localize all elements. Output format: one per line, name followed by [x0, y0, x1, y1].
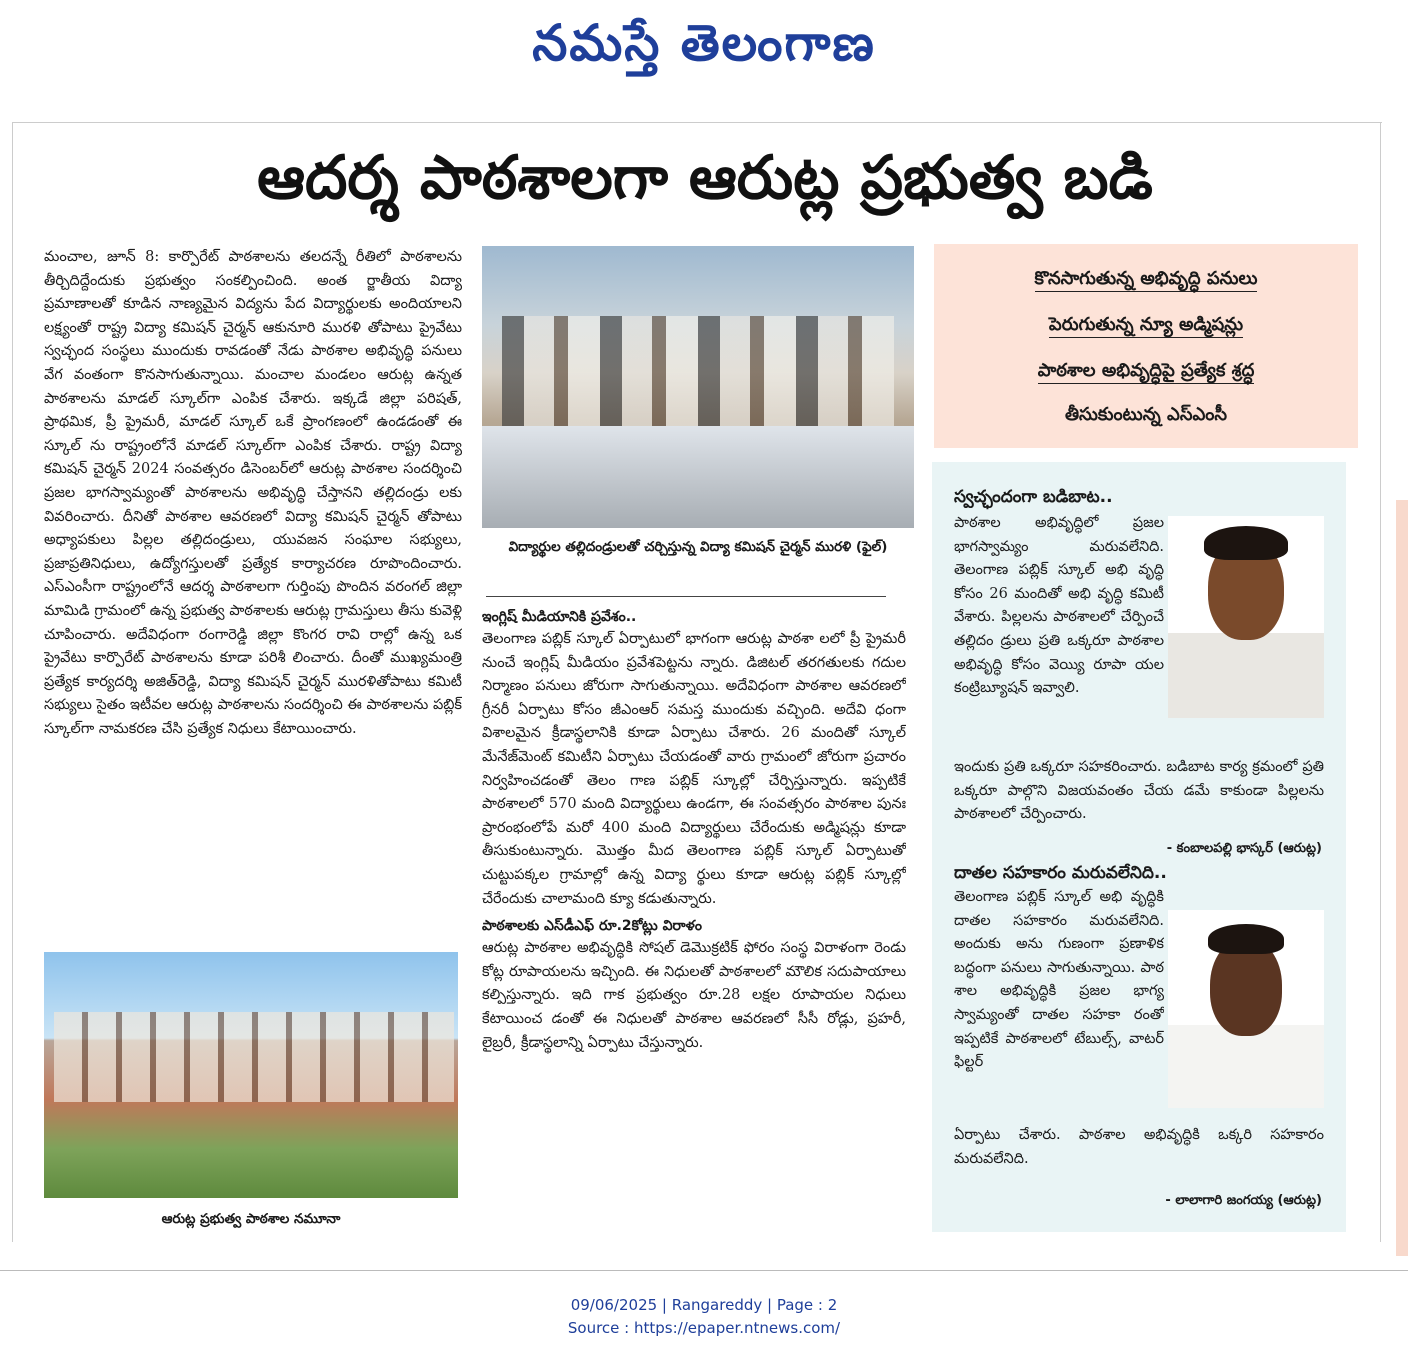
quote1-title: స్వచ్ఛందంగా బడిబాట..: [954, 487, 1113, 507]
highlight-line: [934, 400, 1358, 430]
highlights-box: [934, 244, 1358, 448]
highlight-line: [934, 356, 1358, 386]
portrait-shirt: [1168, 633, 1324, 718]
quote1-portrait: [1168, 516, 1324, 718]
quote2-text-top: తెలంగాణ పబ్లిక్ స్కూల్ అభి వృద్ధికి దాతల సహకారం మరువలేనిది. అందుకు అను గుణంగా ప్రణాళిక బద్ధంగా పనులు సాగుతున్నాయి. పాఠ శాల అభివృద్ధికి ప్రజల భాగ్య స్వామ్యంతో దాతల సహకా రంతో ఇప్పటికే పాఠశాలలో టేబుల్స్, వాటర్ ఫిల్టర్: [954, 889, 1164, 1071]
portrait-shirt: [1168, 1025, 1324, 1108]
page-border-right: [1380, 122, 1381, 1242]
lead-paragraph: మంచాల, జూన్ 8: కార్పొరేట్ పాఠశాలను తలదన్నే రీతిలో పాఠశాలను తీర్చిదిద్దేందుకు ప్రభుత్వం సంకల్పించింది. అంత ర్జాతీయ విద్యా ప్రమాణాలతో కూడిన నాణ్యమైన విద్యను పేద విద్యార్థులకు అందియాలని లక్ష్యంతో రాష్ట్ర విద్యా కమిషన్ చైర్మన్ ఆకునూరి మురళి తోపాటు ప్రైవేటు స్వచ్ఛంద సంస్థలు ముందుకు రావడంతో నేడు పాఠశాల అభివృద్ధి పనులు వేగ వంతంగా కొనసాగుతున్నాయి. మంచాల మండలం ఆరుట్ల ఉన్నత పాఠశాలను మాడల్ స్కూల్‌గా ఎంపిక చేశారు. ఇక్కడే జిల్లా పరిషత్, ప్రాథమిక, ప్రీ ప్రైమరీ, మాడల్ స్కూల్ ఒకే ప్రాంగణంలో ఉండడంతో ఈ స్కూల్ ను రాష్ట్రంలోనే మాడల్ స్కూల్‌గా ఎంపిక చేశారు. రాష్ట్ర విద్యా కమిషన్ చైర్మన్ 2024 సంవత్సరం డిసెంబర్‌లో ఆరుట్ల పాఠశాల సందర్శించి ప్రజల భాగస్వామ్యంతో పాఠశాలను అభివృద్ధి చేస్తానని తల్లిదండ్రు లకు వివరించారు. దీనితో పాఠశాల ఆవరణలో విద్యా కమిషన్ చైర్మన్ తోపాటు అధ్యాపకులు పిల్లల తల్లిదండ్రులు, యువజన సంఘాల సభ్యులు, ప్రజాప్రతినిధులు, ఉద్యోగస్తులతో ప్రత్యేక కార్యాచరణ రూపొందించారు. ఎస్ఎంసీగా రాష్ట్రంలోనే ఆదర్శ పాఠశాలగా గుర్తింపు పొందిన వరంగల్ జిల్లా మామిడి గ్రామంలో ఉన్న ప్రభుత్వ పాఠశాలకు ఆరుట్ల గ్రామస్తులు తీసు కువెళ్లి చూపించారు. అదేవిధంగా రంగారెడ్డి జిల్లా కొంగర రావి రాల్లో ఉన్న ఒక ప్రైవేటు కార్పొరేట్ పాఠశాలను కూడా పరిశీ లించారు. దీంతో ముఖ్యమంత్రి ప్రత్యేక కార్యదర్శి అజిత్‌రెడ్డి, విద్యా కమిషన్ చైర్మన్ మురళితోపాటు కమిటీ సభ్యులు సైతం ఇటీవల ఆరుట్ల పాఠశాలను సందర్శించి ఈ పాఠశాలను పబ్లిక్ స్కూల్‌గా నామకరణ చేసి ప్రత్యేక నిధులు కేటాయించారు.: [44, 249, 462, 737]
school-building-render: [54, 1012, 454, 1102]
portrait-hair: [1208, 924, 1284, 954]
meeting-photo-table: [482, 426, 914, 528]
quote1-text-top: పాఠశాల అభివృద్ధిలో ప్రజల భాగస్వామ్యం మరువలేనిది. తెలంగాణ పబ్లిక్ స్కూల్ అభి వృద్ధి కోసం 26 మందితో అభి వృద్ధి కమిటీ వేశారు. పిల్లలను పాఠశాలలో చేర్పించే తల్లిదం డ్రులు ప్రతి ఒక్కరూ పాఠశాల అభివృద్ధి కోసం వెయ్యి రూపా యల కంట్రిబ్యూషన్ ఇవ్వాలి.: [954, 515, 1164, 697]
top-rule: [12, 122, 1382, 123]
newspaper-masthead: నమస్తే తెలంగాణ: [532, 13, 876, 72]
meeting-photo-caption: విద్యార్థుల తల్లిదండ్రులతో చర్చిస్తున్న విద్యా కమిషన్ చైర్మన్ మురళి (ఫైల్): [508, 539, 888, 555]
section1-title: ఇంగ్లిష్ మీడియానికి ప్రవేశం..: [482, 609, 637, 625]
quote1-text-bottom: ఇందుకు ప్రతి ఒక్కరూ సహకరించారు. బడిబాట కార్య క్రమంలో ప్రతి ఒక్కరూ పాల్గొని విజయవంతం చేయ డమే కాకుండా పిల్లలను పాఠశాలలో చేర్పించారు.: [954, 759, 1324, 823]
footer-source: Source : https://epaper.ntnews.com/: [567, 1319, 841, 1337]
article-lead-column: [44, 246, 462, 936]
section1-body: తెలంగాణ పబ్లిక్ స్కూల్ ఏర్పాటులో భాగంగా ఆరుట్ల పాఠశా లలో ప్రీ ప్రైమరీ నుంచే ఇంగ్లిష్ మీడియం ప్రవేశపెట్టను న్నారు. డిజిటల్ తరగతులకు గదుల నిర్మాణం పనులు జోరుగా సాగుతున్నాయి. అదేవిధంగా పాఠశాల ఆవరణలో గ్రీనరీ ఏర్పాటు కోసం జీఎంఆర్ సమస్త ముందుకు వచ్చింది. అదేవి ధంగా విశాలమైన క్రీడాస్థలానికి కూడా ఏర్పాటు చేశారు. 26 మందితో స్కూల్ మేనేజ్‌మెంట్ కమిటీని ఏర్పాటు చేయడంతో వారు గ్రామంలో జోరుగా ప్రచారం నిర్వహించడంతో తెలం గాణ పబ్లిక్ స్కూల్లో చేర్పిస్తున్నారు. ఇప్పటికే పాఠశాలలో 570 మంది విద్యార్థులు ఉండగా, ఈ సంవత్సరం పాఠశాల పునః ప్రారంభంలోపే మరో 400 మంది విద్యార్థులు చేరేందుకు అడ్మిషన్లు కూడా తీసుకుంటున్నారు. మొత్తం మీద తెలంగాణ పబ్లిక్ స్కూల్ ఏర్పాటుతో చుట్టుపక్కల గ్రామాల్లో ఉన్న విద్యా ర్థులు కూడా ఆరుట్ల పబ్లిక్ స్కూల్లో చేరేందుకు చాలామంది క్యూ కడుతున్నారు.: [482, 631, 906, 907]
meeting-photo: [482, 246, 914, 528]
quote2-title: దాతల సహకారం మరువలేనిది..: [954, 863, 1167, 883]
caption-divider: [486, 596, 886, 597]
article-middle-column: [482, 606, 906, 1226]
highlight-text: తీసుకుంటున్న ఎస్ఎంసీ: [1064, 404, 1228, 425]
section2-body: ఆరుట్ల పాఠశాల అభివృద్ధికి సోషల్ డెమొక్రటిక్ ఫోరం సంస్థ విరాళంగా రెండు కోట్ల రూపాయలను ఇచ్చింది. ఈ నిధులతో పాఠశాలలో మౌలిక సదుపాయాలు కల్పిస్తున్నారు. ఇది గాక ప్రభుత్వం రూ.28 లక్షల రూపాయల నిధులు కేటాయించ డంతో ఈ నిధులతో పాఠశాల ఆవరణలో సీసీ రోడ్లు, ప్రహరీ, లైబ్రరీ, క్రీడాస్థలాన్ని ఏర్పాటు చేస్తున్నారు.: [482, 940, 906, 1051]
school-photo-caption: ఆరుట్ల ప్రభుత్వ పాఠశాల నమూనా: [161, 1211, 341, 1227]
page-border-left: [12, 122, 13, 1242]
footer-date-edition: 09/06/2025 | Rangareddy | Page : 2: [570, 1296, 838, 1314]
quote2-signature: - లాలాగారి జంగయ్య (ఆరుట్ల): [1165, 1193, 1322, 1208]
highlight-line: [934, 310, 1358, 340]
quote2-portrait: [1168, 910, 1324, 1108]
section2-title: పాఠశాలకు ఎస్‌డీఎఫ్ రూ.2కోట్లు విరాళం: [482, 918, 702, 935]
quote2-text-bottom: ఏర్పాటు చేశారు. పాఠశాల అభివృద్ధికి ఒక్కరి సహకారం మరువలేనిది.: [954, 1127, 1324, 1167]
highlight-text: పాఠశాల అభివృద్ధిపై ప్రత్యేక శ్రద్ధ: [1038, 360, 1255, 384]
adjacent-page-strip: [1396, 500, 1408, 1256]
article-headline: ఆదర్శ పాఠశాలగా ఆరుట్ల ప్రభుత్వ బడి: [257, 143, 1153, 213]
quote1-signature: - కంబాలపల్లి భాస్కర్ (ఆరుట్ల): [1166, 841, 1322, 856]
highlight-text: కొనసాగుతున్న అభివృద్ధి పనులు: [1035, 268, 1258, 292]
footer-rule: [0, 1270, 1408, 1271]
school-building-photo: [44, 952, 458, 1198]
highlight-text: పెరుగుతున్న న్యూ అడ్మిషన్లు: [1049, 314, 1243, 338]
sidebar-quotes: [932, 462, 1346, 1232]
highlight-line: [934, 264, 1358, 294]
portrait-hair: [1204, 526, 1288, 560]
